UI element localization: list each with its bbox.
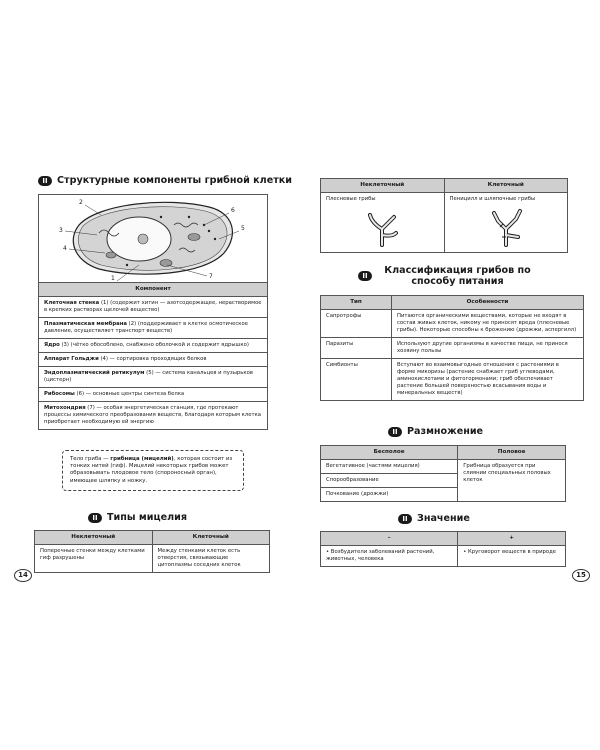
table-cell: Между стенками клеток есть отверстия, связывающие цитоплазмы соседних клеток (152, 545, 270, 573)
mold-illustration (362, 207, 402, 247)
table-cell: Плесневые грибы (321, 193, 445, 253)
table-header: + (458, 532, 566, 546)
section-marker-icon: II (88, 513, 102, 523)
table-header: – (321, 532, 458, 546)
table-header: Неклеточный (35, 531, 153, 545)
mycelium-types-table (34, 530, 270, 573)
page-number: 15 (572, 569, 590, 582)
diagram-label: 3 (59, 227, 63, 234)
cell-components-table (38, 282, 268, 430)
table-cell: Спорообразование (321, 474, 458, 488)
penicillium-illustration (486, 207, 526, 247)
significance-table (320, 531, 566, 567)
section-title-significance: II Значение (398, 513, 470, 524)
table-row: Плазматическая мембрана (2) (поддерживает в клетке осмотическое давление, осуществляет транспорт веществ) (39, 318, 268, 339)
page-number: 14 (14, 569, 32, 582)
table-header: Тип (321, 296, 392, 310)
table-cell: Вступают во взаимовыгодные отношения с растениями в форме микоризы (растение снабжает гриб углеводами, аминокислотами и фитогормонами; гриб обеспечивает растение большей поверхностью всасывания воды и минеральных веществ) (392, 359, 584, 401)
section-title-structure: II Структурные компоненты грибной клетки (38, 175, 288, 186)
table-row: Эндоплазматический ретикулум (5) — система канальцев и пузырьков (цистерн) (39, 367, 268, 388)
table-cell: Почкование (дрожжи) (321, 488, 458, 502)
table-cell: Вегетативное (частями мицелия) (321, 460, 458, 474)
table-header: Особенности (392, 296, 584, 310)
table-cell: Питаются органическими веществами, которые не входят в состав живых клеток, никому не приносят вреда (плесневые грибы). Некоторые способны к брожению (дрожжи, аспергилл) (392, 310, 584, 338)
left-page (0, 0, 298, 750)
section-title-reproduction: II Размножение (388, 426, 483, 437)
table-header: Половое (458, 446, 566, 460)
table-header: Неклеточный (321, 179, 445, 193)
right-page (302, 0, 600, 750)
table-header: Компонент (39, 283, 268, 297)
table-header: Клеточный (152, 531, 270, 545)
diagram-label: 6 (231, 207, 235, 214)
reproduction-table (320, 445, 566, 502)
table-cell: Паразиты (321, 338, 392, 359)
diagram-label: 7 (209, 273, 213, 280)
table-cell: Используют другие организмы в качестве пищи, не принося хозяину пользы (392, 338, 584, 359)
table-row: Рибосомы (6) — основные центры синтеза белка (39, 388, 268, 402)
section-marker-icon: II (398, 514, 412, 524)
table-cell: Поперечные стенки между клетками гиф разрушены (35, 545, 153, 573)
table-cell: Симбионты (321, 359, 392, 401)
section-marker-icon: II (388, 427, 402, 437)
table-header: Бесполое (321, 446, 458, 460)
table-row: Аппарат Гольджи (4) — сортировка проходящих белков (39, 353, 268, 367)
section-marker-icon: II (358, 271, 372, 281)
section-marker-icon: II (38, 176, 52, 186)
diagram-label: 1 (111, 275, 115, 282)
table-cell: Грибница образуется при слиянии специальных половых клеток (458, 460, 566, 502)
section-title-nutrition: II Классификация грибов по способу питания (358, 265, 538, 287)
table-row: Митохондрия (7) — особая энергетическая станция, где протекают процессы химического преобразования веществ, благодаря которым клетка приобретает необходимую ей энергию (39, 402, 268, 430)
section-title-mycelium-types: II Типы мицелия (88, 512, 187, 523)
table-cell: • Возбудители заболеваний растений, животных, человека (321, 546, 458, 567)
table-cell: Пеницилл и шляпочные грибы (444, 193, 568, 253)
fungal-cell-diagram (38, 194, 268, 283)
table-row: Клеточная стенка (1) (содержит хитин — азотсодержащее, нерастворимое в крепких растворах щелочей вещество) (39, 297, 268, 318)
nutrition-table (320, 295, 584, 401)
mycelium-examples-table (320, 178, 568, 253)
diagram-label: 4 (63, 245, 67, 252)
diagram-label: 2 (79, 199, 83, 206)
table-row: Ядро (3) (чётко обособлено, снабжено оболочкой и содержит ядрышко) (39, 339, 268, 353)
mycelium-note: Тело гриба — грибница (мицелий), которая состоит из тонких нитей (гиф). Мицелий некоторых грибов может образовывать плодовое тело (спороносный орган), имеющее шляпку и ножку. (62, 450, 244, 491)
table-cell: • Круговорот веществ в природе (458, 546, 566, 567)
table-cell: Сапротрофы (321, 310, 392, 338)
table-header: Клеточный (444, 179, 568, 193)
diagram-label: 5 (241, 225, 245, 232)
